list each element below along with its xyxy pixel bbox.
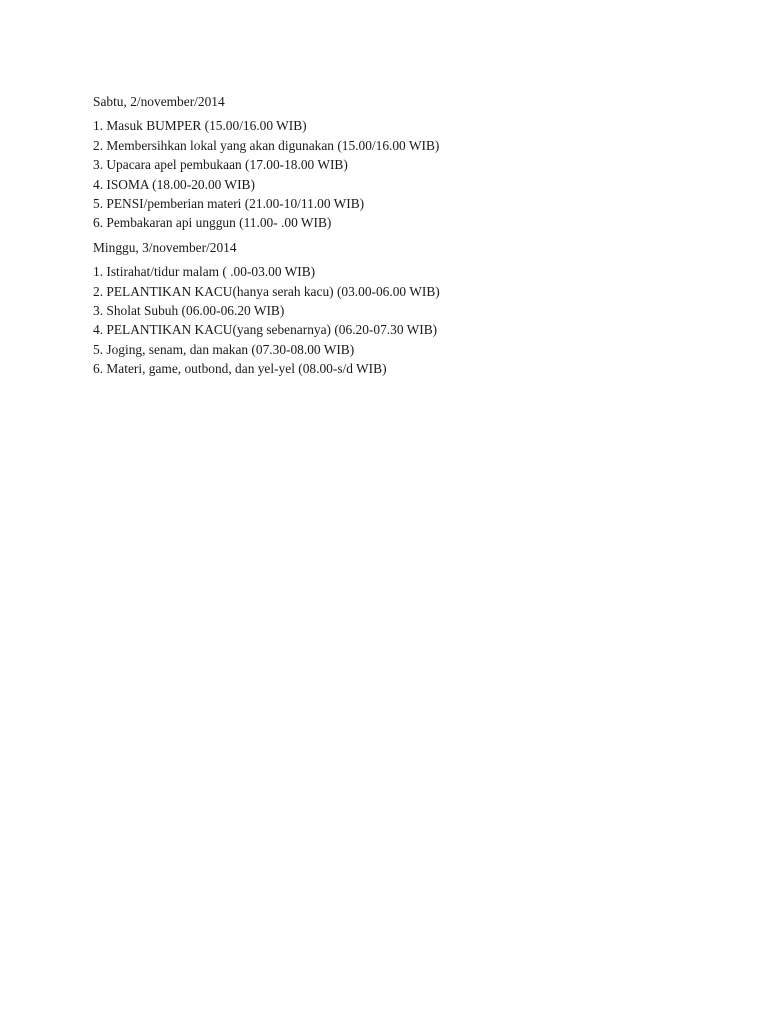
day-sunday bbox=[93, 238, 713, 379]
schedule-item: 6. Pembakaran api unggun (11.00- .00 WIB) bbox=[93, 215, 332, 231]
schedule-item: 3. Sholat Subuh (06.00-06.20 WIB) bbox=[93, 303, 285, 319]
schedule-item: 3. Upacara apel pembukaan (17.00-18.00 WIB) bbox=[93, 157, 348, 173]
schedule-item: 2. PELANTIKAN KACU(hanya serah kacu) (03.00-06.00 WIB) bbox=[93, 283, 440, 299]
day-saturday bbox=[93, 92, 713, 233]
schedule-item: 5. PENSI/pemberian materi (21.00-10/11.00 WIB) bbox=[93, 196, 365, 212]
schedule-item: 5. Joging, senam, dan makan (07.30-08.00 WIB) bbox=[93, 341, 355, 357]
schedule-item: 4. PELANTIKAN KACU(yang sebenarnya) (06.20-07.30 WIB) bbox=[93, 322, 438, 338]
schedule-item: 4. ISOMA (18.00-20.00 WIB) bbox=[93, 176, 255, 192]
schedule-list bbox=[93, 116, 713, 232]
schedule-item: 6. Materi, game, outbond, dan yel-yel (08.00-s/d WIB) bbox=[93, 361, 387, 377]
day-heading: Minggu, 3/november/2014 bbox=[93, 239, 237, 255]
schedule-item: 1. Masuk BUMPER (15.00/16.00 WIB) bbox=[93, 118, 307, 134]
schedule-content bbox=[93, 92, 713, 384]
schedule-item: 2. Membersihkan lokal yang akan digunakan (15.00/16.00 WIB) bbox=[93, 137, 440, 153]
schedule-list bbox=[93, 262, 713, 378]
schedule-item: 1. Istirahat/tidur malam ( .00-03.00 WIB) bbox=[93, 264, 316, 280]
day-heading: Sabtu, 2/november/2014 bbox=[93, 94, 225, 109]
